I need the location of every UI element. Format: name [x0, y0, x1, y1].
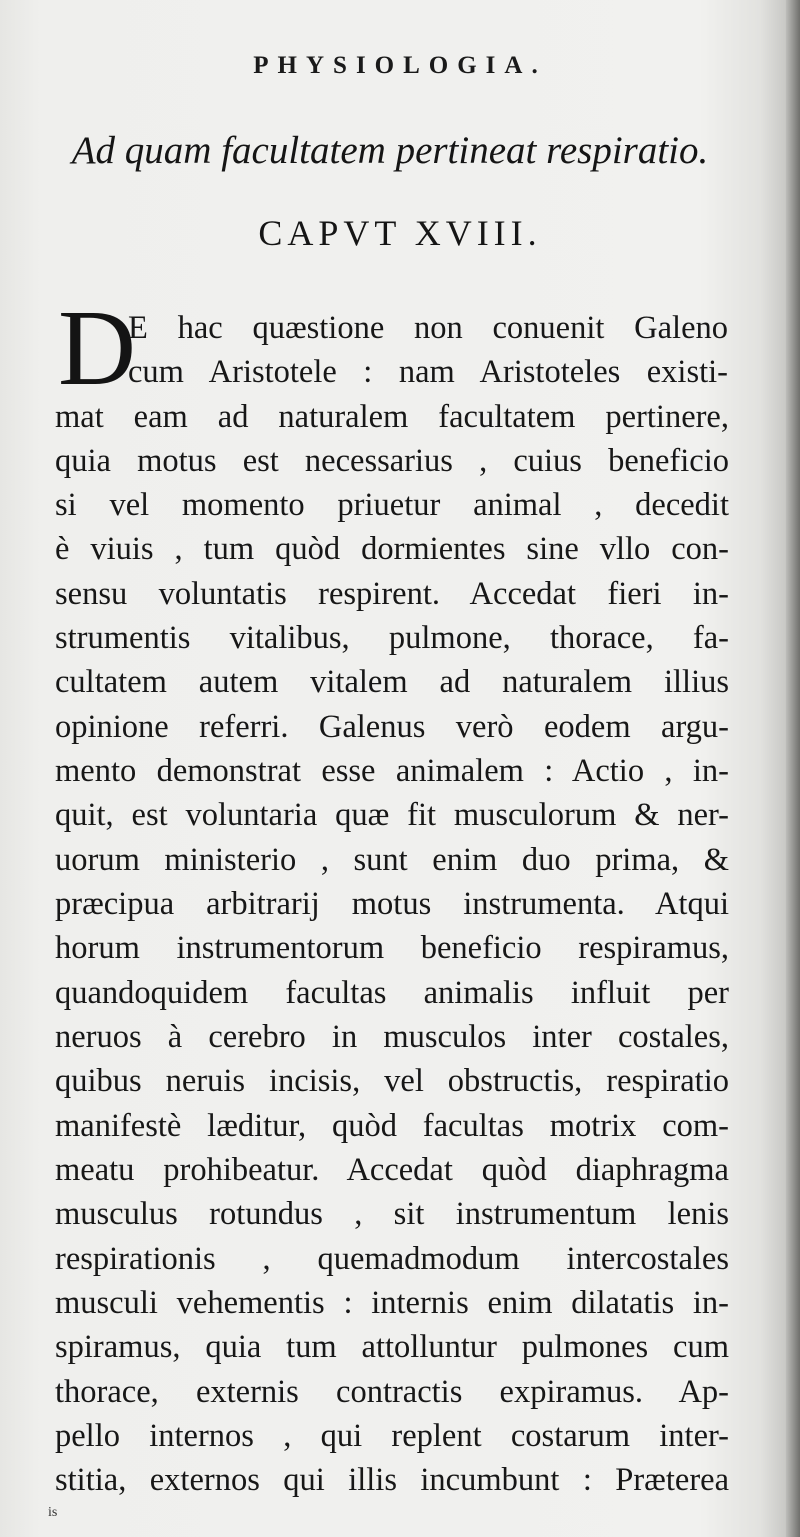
- text-line: è viuis , tum quòd dormientes sine vllo con-: [55, 531, 729, 567]
- text-line: musculus rotundus , sit instrumentum lenis: [55, 1196, 729, 1232]
- text-line: musculi vehementis : internis enim dilatatis in-: [55, 1285, 729, 1321]
- chapter-number: CAPVT XVIII.: [258, 213, 542, 253]
- text-line: præcipua arbitrarij motus instrumenta. Atqui: [55, 886, 729, 922]
- text-line: meatu prohibeatur. Accedat quòd diaphragma: [55, 1152, 729, 1188]
- running-head: PHYSIOLOGIA.: [253, 52, 547, 79]
- text-line: respirationis , quemadmodum intercostales: [55, 1241, 729, 1277]
- text-line: spiramus, quia tum attolluntur pulmones cum: [55, 1329, 729, 1365]
- text-line: thorace, externis contractis expiramus. Ap-: [55, 1374, 729, 1410]
- text-line: E hac quæstione non conuenit Galeno: [128, 310, 728, 346]
- chapter-title: Ad quam facultatem pertineat respiratio.: [71, 129, 709, 172]
- text-line: cum Aristotele : nam Aristoteles existi-: [128, 354, 728, 390]
- text-line: stitia, externos qui illis incumbunt : Præterea: [55, 1462, 729, 1498]
- text-line: mat eam ad naturalem facultatem pertinere,: [55, 399, 729, 435]
- text-line: quia motus est necessarius , cuius beneficio: [55, 443, 729, 479]
- text-line: quit, est voluntaria quæ fit musculorum & ner-: [55, 797, 729, 833]
- text-line: pello internos , qui replent costarum inter-: [55, 1418, 729, 1454]
- text-line: sensu voluntatis respirent. Accedat fieri in-: [55, 576, 729, 612]
- text-line: cultatem autem vitalem ad naturalem illius: [55, 664, 729, 700]
- text-line: si vel momento priuetur animal , decedit: [55, 487, 729, 523]
- drop-cap: D: [58, 289, 136, 408]
- text-line: neruos à cerebro in musculos inter costales,: [55, 1019, 729, 1055]
- text-line: mento demonstrat esse animalem : Actio , in-: [55, 753, 729, 789]
- text-line: horum instrumentorum beneficio respiramus,: [55, 930, 729, 966]
- text-line: uorum ministerio , sunt enim duo prima, &: [55, 842, 729, 878]
- text-line: manifestè læditur, quòd facultas motrix com-: [55, 1108, 729, 1144]
- text-line: quibus neruis incisis, vel obstructis, respiratio: [55, 1063, 729, 1099]
- text-line: opinione referri. Galenus verò eodem argu-: [55, 709, 729, 745]
- text-line: quandoquidem facultas animalis influit per: [55, 975, 729, 1011]
- signature-mark: is: [48, 1505, 58, 1520]
- text-line: strumentis vitalibus, pulmone, thorace, fa-: [55, 620, 729, 656]
